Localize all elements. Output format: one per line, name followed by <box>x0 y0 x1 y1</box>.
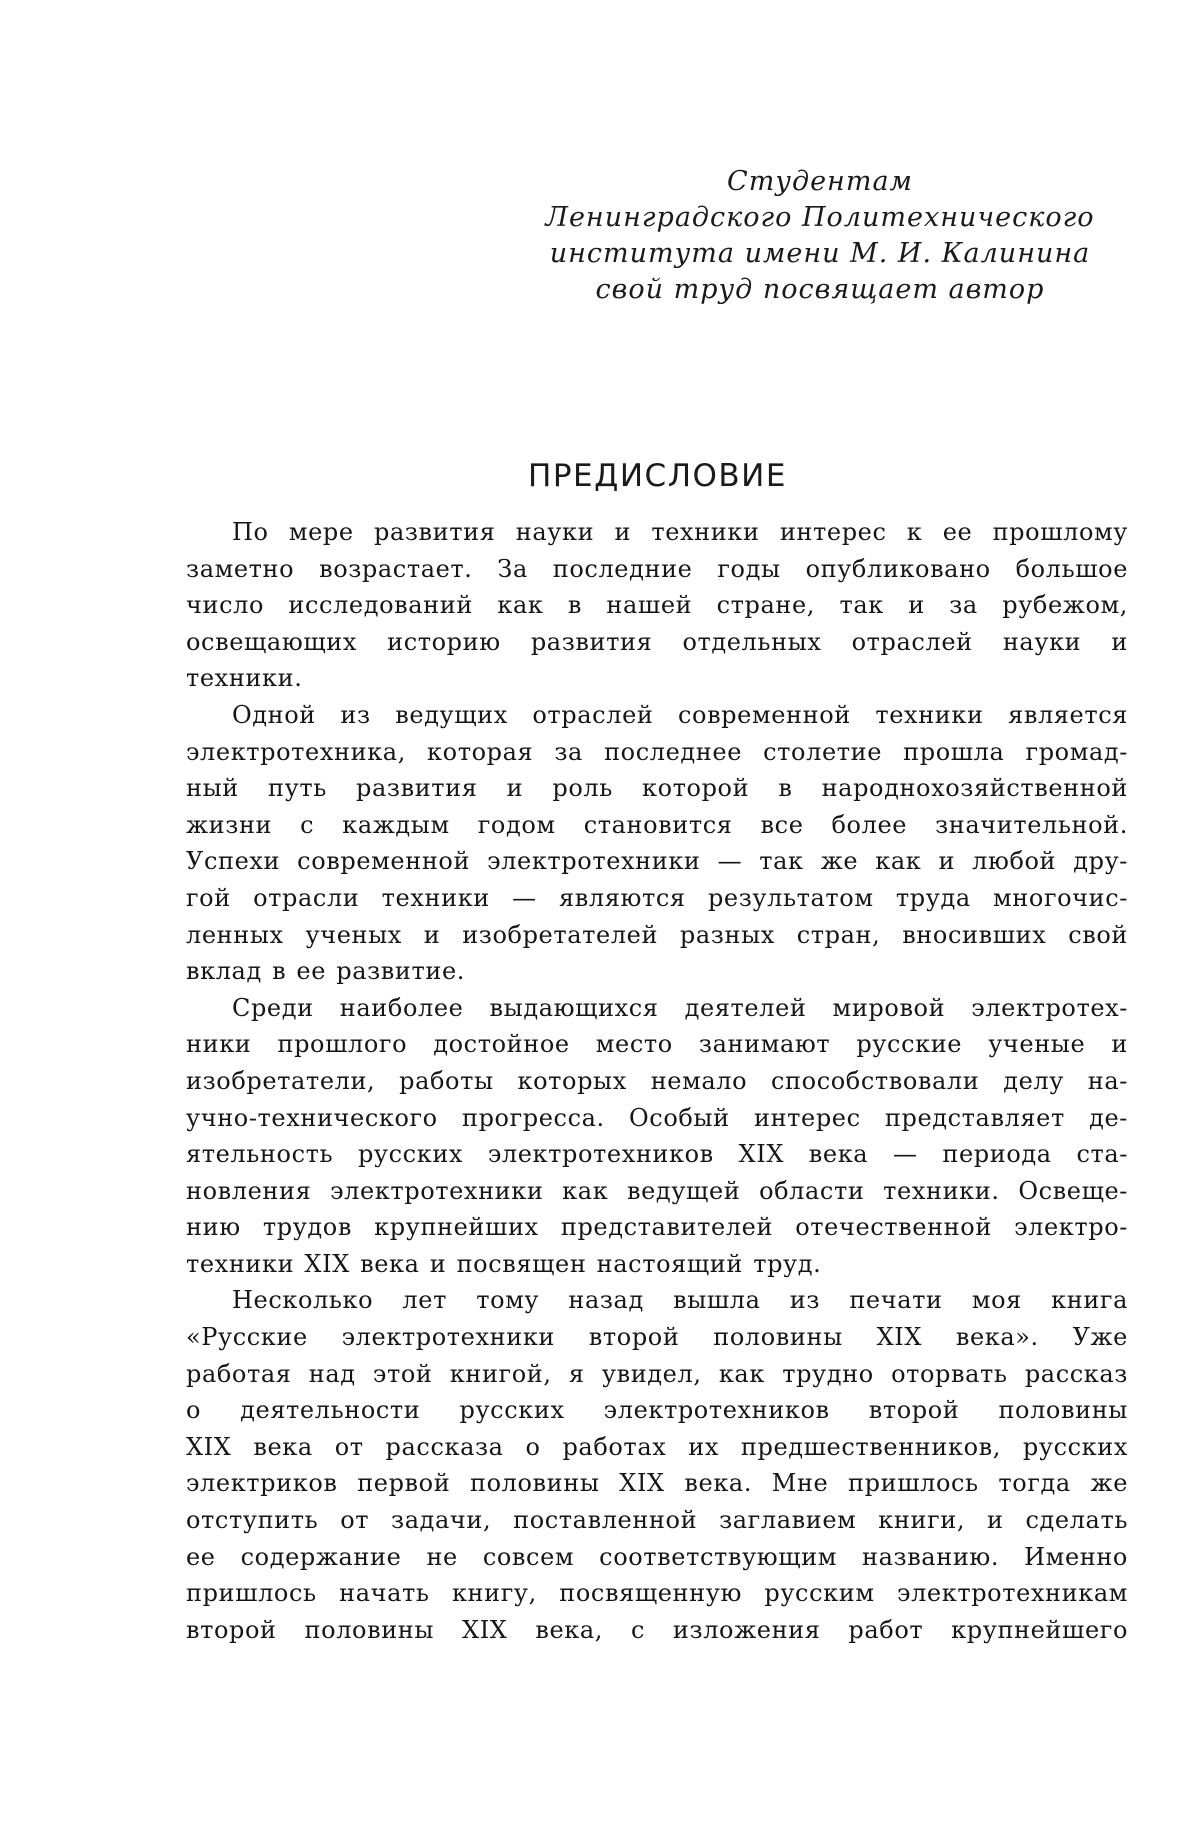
text-line: жизни с каждым годом становится все более значительной. <box>186 807 1128 844</box>
text-line: нию трудов крупнейших представителей отечественной электро- <box>186 1209 1128 1246</box>
text-line: вклад в ее развитие. <box>186 953 1128 990</box>
text-line: электротехника, которая за последнее столетие прошла громад- <box>186 734 1128 771</box>
text-line: ный путь развития и роль которой в народнохозяйственной <box>186 770 1128 807</box>
paragraph-3 <box>186 990 1128 1283</box>
text-line: изобретатели, работы которых немало способствовали делу на- <box>186 1063 1128 1100</box>
text-line: ятельность русских электротехников XIX века — периода ста- <box>186 1136 1128 1173</box>
text-line: второй половины XIX века, с изложения работ крупнейшего <box>186 1612 1128 1649</box>
text-line: о деятельности русских электротехников второй половины <box>186 1392 1128 1429</box>
body-text <box>186 514 1128 1648</box>
text-line: ее содержание не совсем соответствующим названию. Именно <box>186 1539 1128 1576</box>
dedication-line: Студентам <box>540 164 1100 200</box>
paragraph-1 <box>186 514 1128 697</box>
text-line: число исследований как в нашей стране, так и за рубежом, <box>186 587 1128 624</box>
text-line: новления электротехники как ведущей области техники. Освеще- <box>186 1173 1128 1210</box>
dedication-line: свой труд посвящает автор <box>540 272 1100 308</box>
dedication <box>540 164 1100 308</box>
text-line: техники XIX века и посвящен настоящий труд. <box>186 1246 1128 1283</box>
dedication-line: института имени М. И. Калинина <box>540 236 1100 272</box>
text-line: Несколько лет тому назад вышла из печати моя книга <box>186 1282 1128 1319</box>
text-line: заметно возрастает. За последние годы опубликовано большое <box>186 551 1128 588</box>
paragraph-4 <box>186 1282 1128 1648</box>
text-line: «Русские электротехники второй половины XIX века». Уже <box>186 1319 1128 1356</box>
text-line: освещающих историю развития отдельных отраслей науки и <box>186 624 1128 661</box>
text-line: Одной из ведущих отраслей современной техники является <box>186 697 1128 734</box>
text-line: работая над этой книгой, я увидел, как трудно оторвать рассказ <box>186 1356 1128 1393</box>
text-line: электриков первой половины XIX века. Мне пришлось тогда же <box>186 1465 1128 1502</box>
text-line: ленных ученых и изобретателей разных стран, вносивших свой <box>186 917 1128 954</box>
text-line: По мере развития науки и техники интерес к ее прошлому <box>186 514 1128 551</box>
text-line: XIX века от рассказа о работах их предшественников, русских <box>186 1429 1128 1466</box>
text-line: техники. <box>186 660 1128 697</box>
section-heading: ПРЕДИСЛОВИЕ <box>190 458 1125 494</box>
paragraph-2 <box>186 697 1128 990</box>
text-line: гой отрасли техники — являются результатом труда многочис- <box>186 880 1128 917</box>
text-line: ники прошлого достойное место занимают русские ученые и <box>186 1026 1128 1063</box>
text-line: отступить от задачи, поставленной заглавием книги, и сделать <box>186 1502 1128 1539</box>
text-line: Успехи современной электротехники — так же как и любой дру- <box>186 843 1128 880</box>
dedication-line: Ленинградского Политехнического <box>540 200 1100 236</box>
text-line: учно-технического прогресса. Особый интерес представляет де- <box>186 1100 1128 1137</box>
text-line: пришлось начать книгу, посвященную русским электротехникам <box>186 1575 1128 1612</box>
book-page <box>0 0 1200 1835</box>
text-line: Среди наиболее выдающихся деятелей мировой электротех- <box>186 990 1128 1027</box>
